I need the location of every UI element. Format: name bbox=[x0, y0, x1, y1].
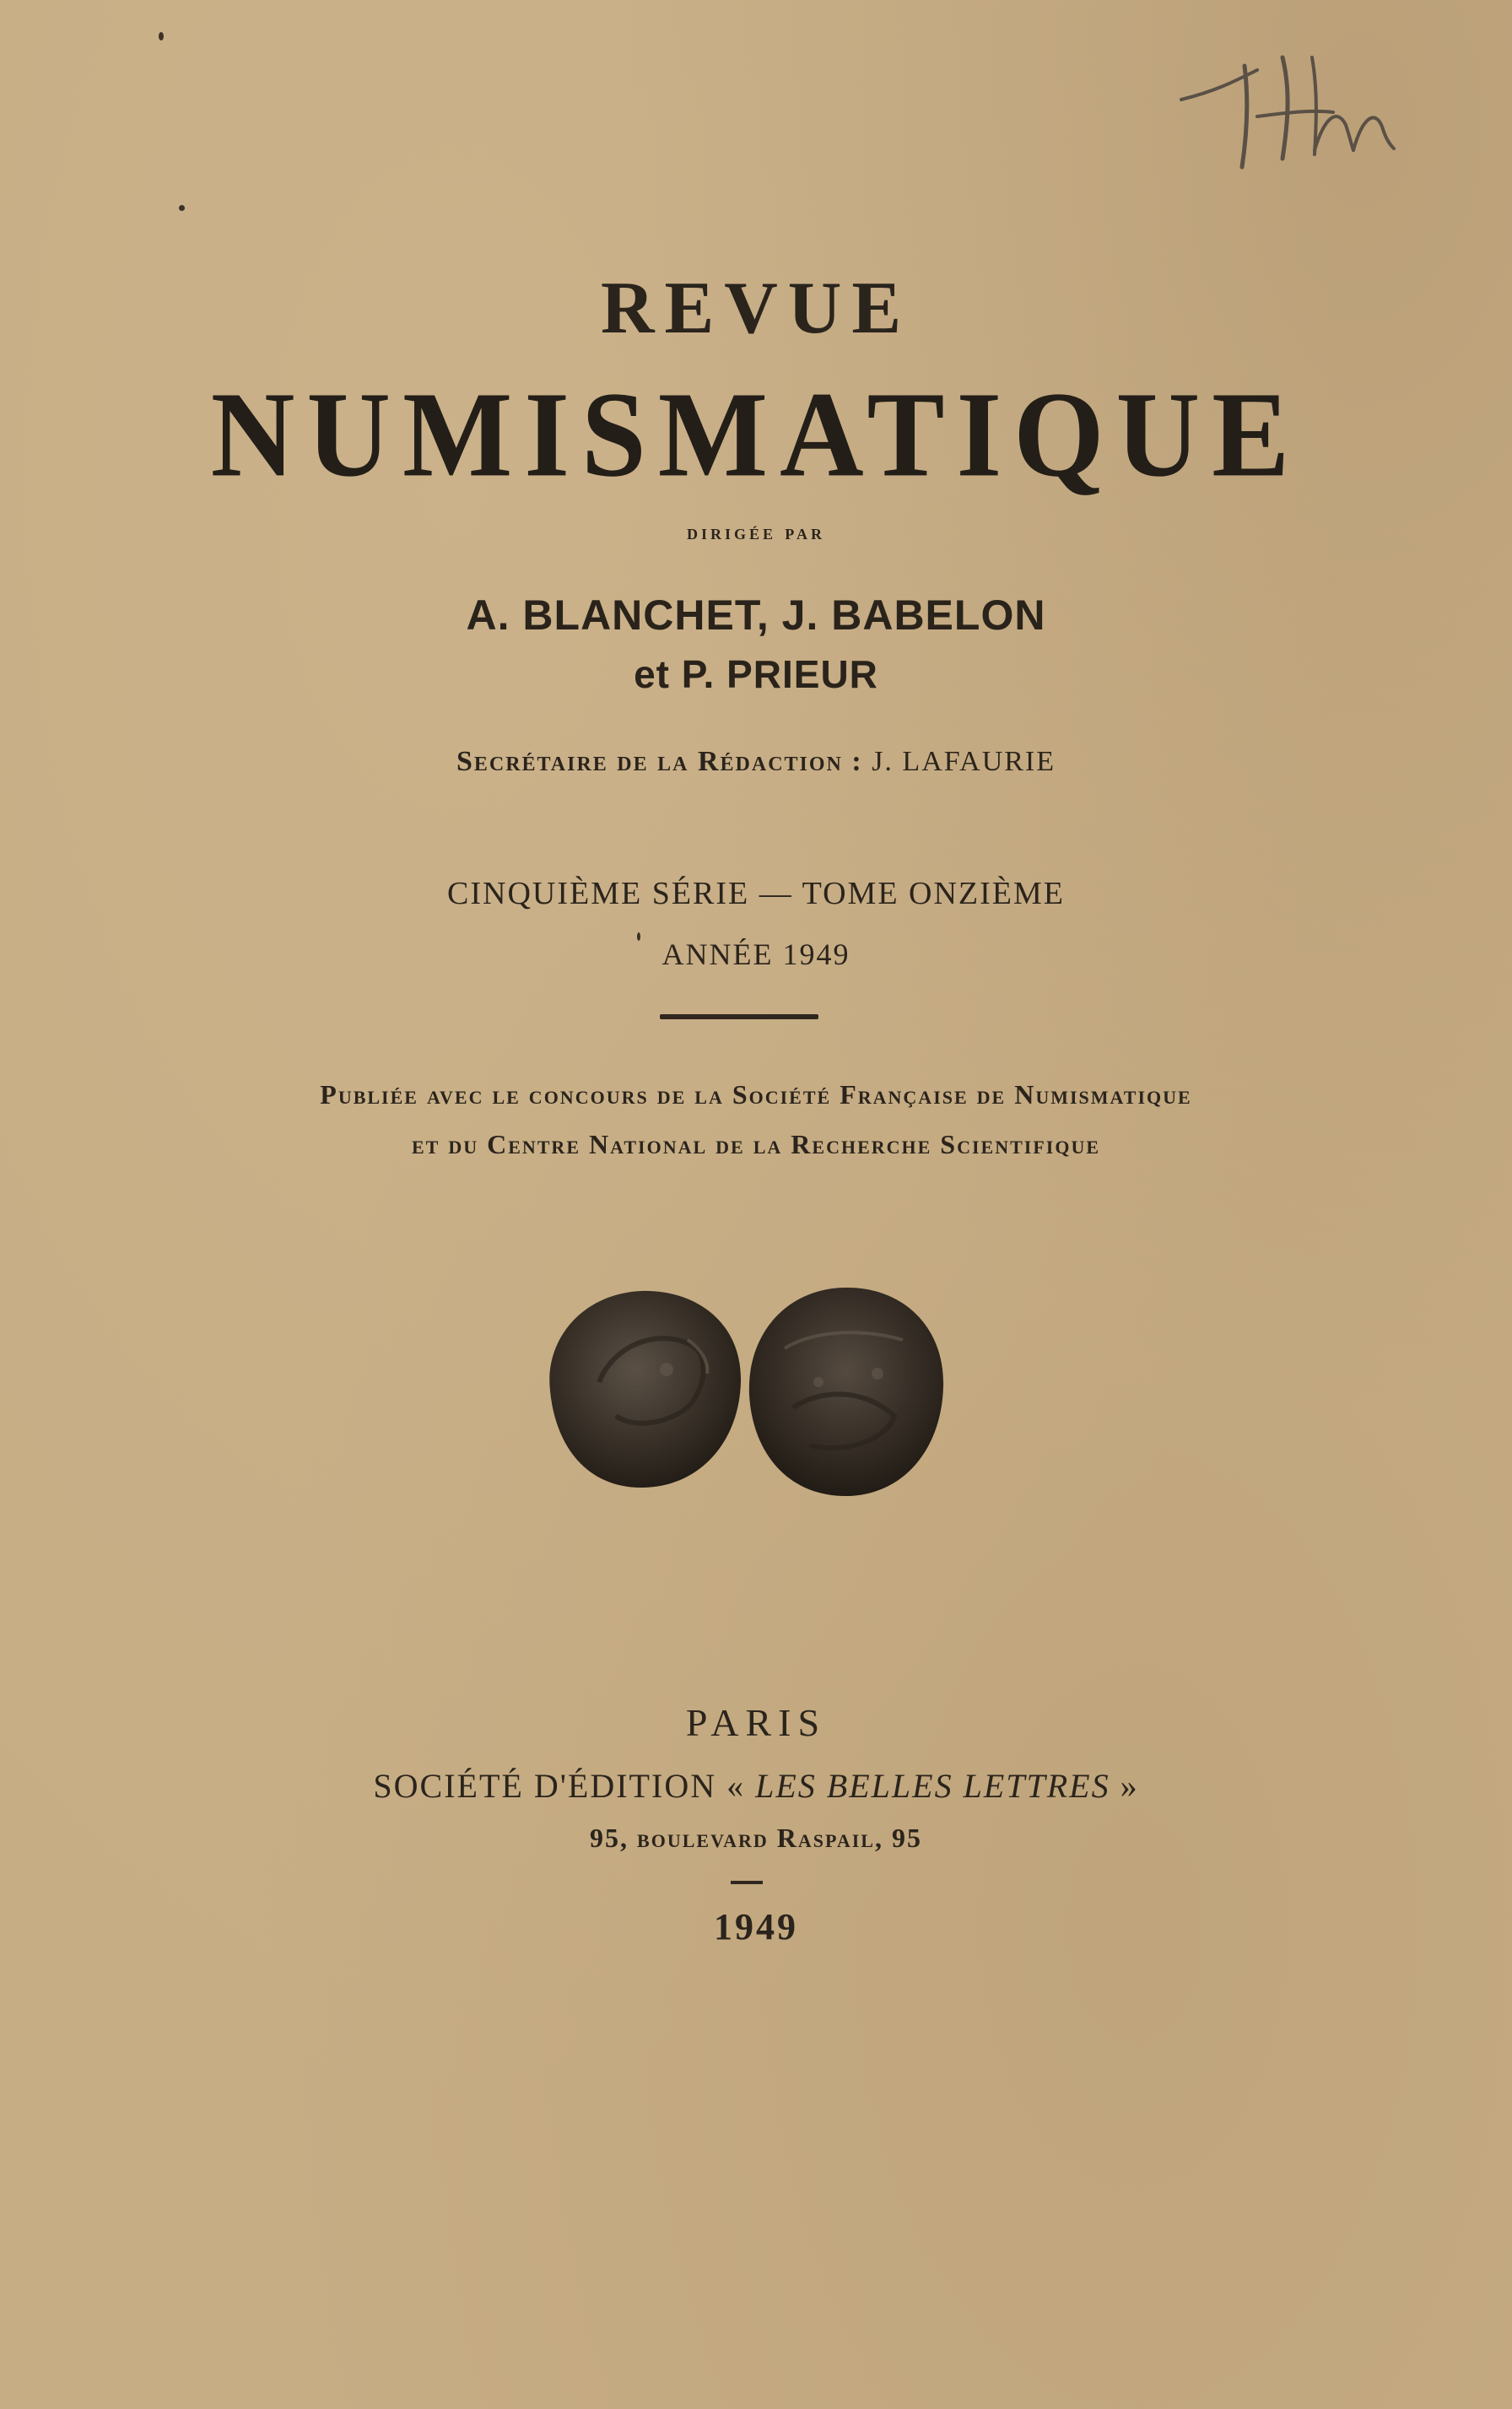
publisher-line bbox=[0, 1766, 1512, 1806]
paper-speck bbox=[179, 205, 185, 211]
secretaire-line bbox=[0, 746, 1512, 778]
secretaire-label: Secrétaire de la Rédaction : bbox=[456, 746, 863, 777]
directors-line-2: et P. PRIEUR bbox=[634, 652, 878, 696]
secretaire-name: J. LAFAURIE bbox=[872, 746, 1056, 777]
publisher-prefix: SOCIÉTÉ D'ÉDITION « bbox=[373, 1767, 746, 1805]
publiee-line-2: et du Centre National de la Recherche Scientifique bbox=[411, 1129, 1101, 1159]
serie-tome: CINQUIÈME SÉRIE — TOME ONZIÈME bbox=[447, 876, 1065, 911]
title-revue: REVUE bbox=[600, 267, 912, 349]
handwritten-signature bbox=[1164, 32, 1434, 176]
publisher-name: LES BELLES LETTRES bbox=[755, 1767, 1110, 1805]
annee: ANNÉE 1949 bbox=[662, 937, 850, 971]
dirigee-par-label: dirigée par bbox=[687, 521, 825, 544]
publisher-address: 95, boulevard Raspail, 95 bbox=[590, 1823, 922, 1853]
coins-illustration bbox=[540, 1281, 953, 1500]
coin-obverse bbox=[549, 1291, 741, 1488]
publication-year: 1949 bbox=[714, 1906, 798, 1947]
title-numismatique: NUMISMATIQUE bbox=[210, 366, 1302, 502]
divider-rule bbox=[660, 1014, 818, 1019]
publisher-suffix: » bbox=[1120, 1767, 1139, 1805]
paper-speck bbox=[159, 32, 164, 41]
coin-reverse bbox=[749, 1288, 943, 1496]
directors-line-1: A. BLANCHET, J. BABELON bbox=[466, 591, 1046, 639]
publiee-line-1: Publiée avec le concours de la Société Française de Numismatique bbox=[320, 1079, 1192, 1110]
short-dash bbox=[731, 1881, 763, 1884]
paper-speck bbox=[637, 932, 640, 941]
city-paris: PARIS bbox=[685, 1701, 827, 1744]
